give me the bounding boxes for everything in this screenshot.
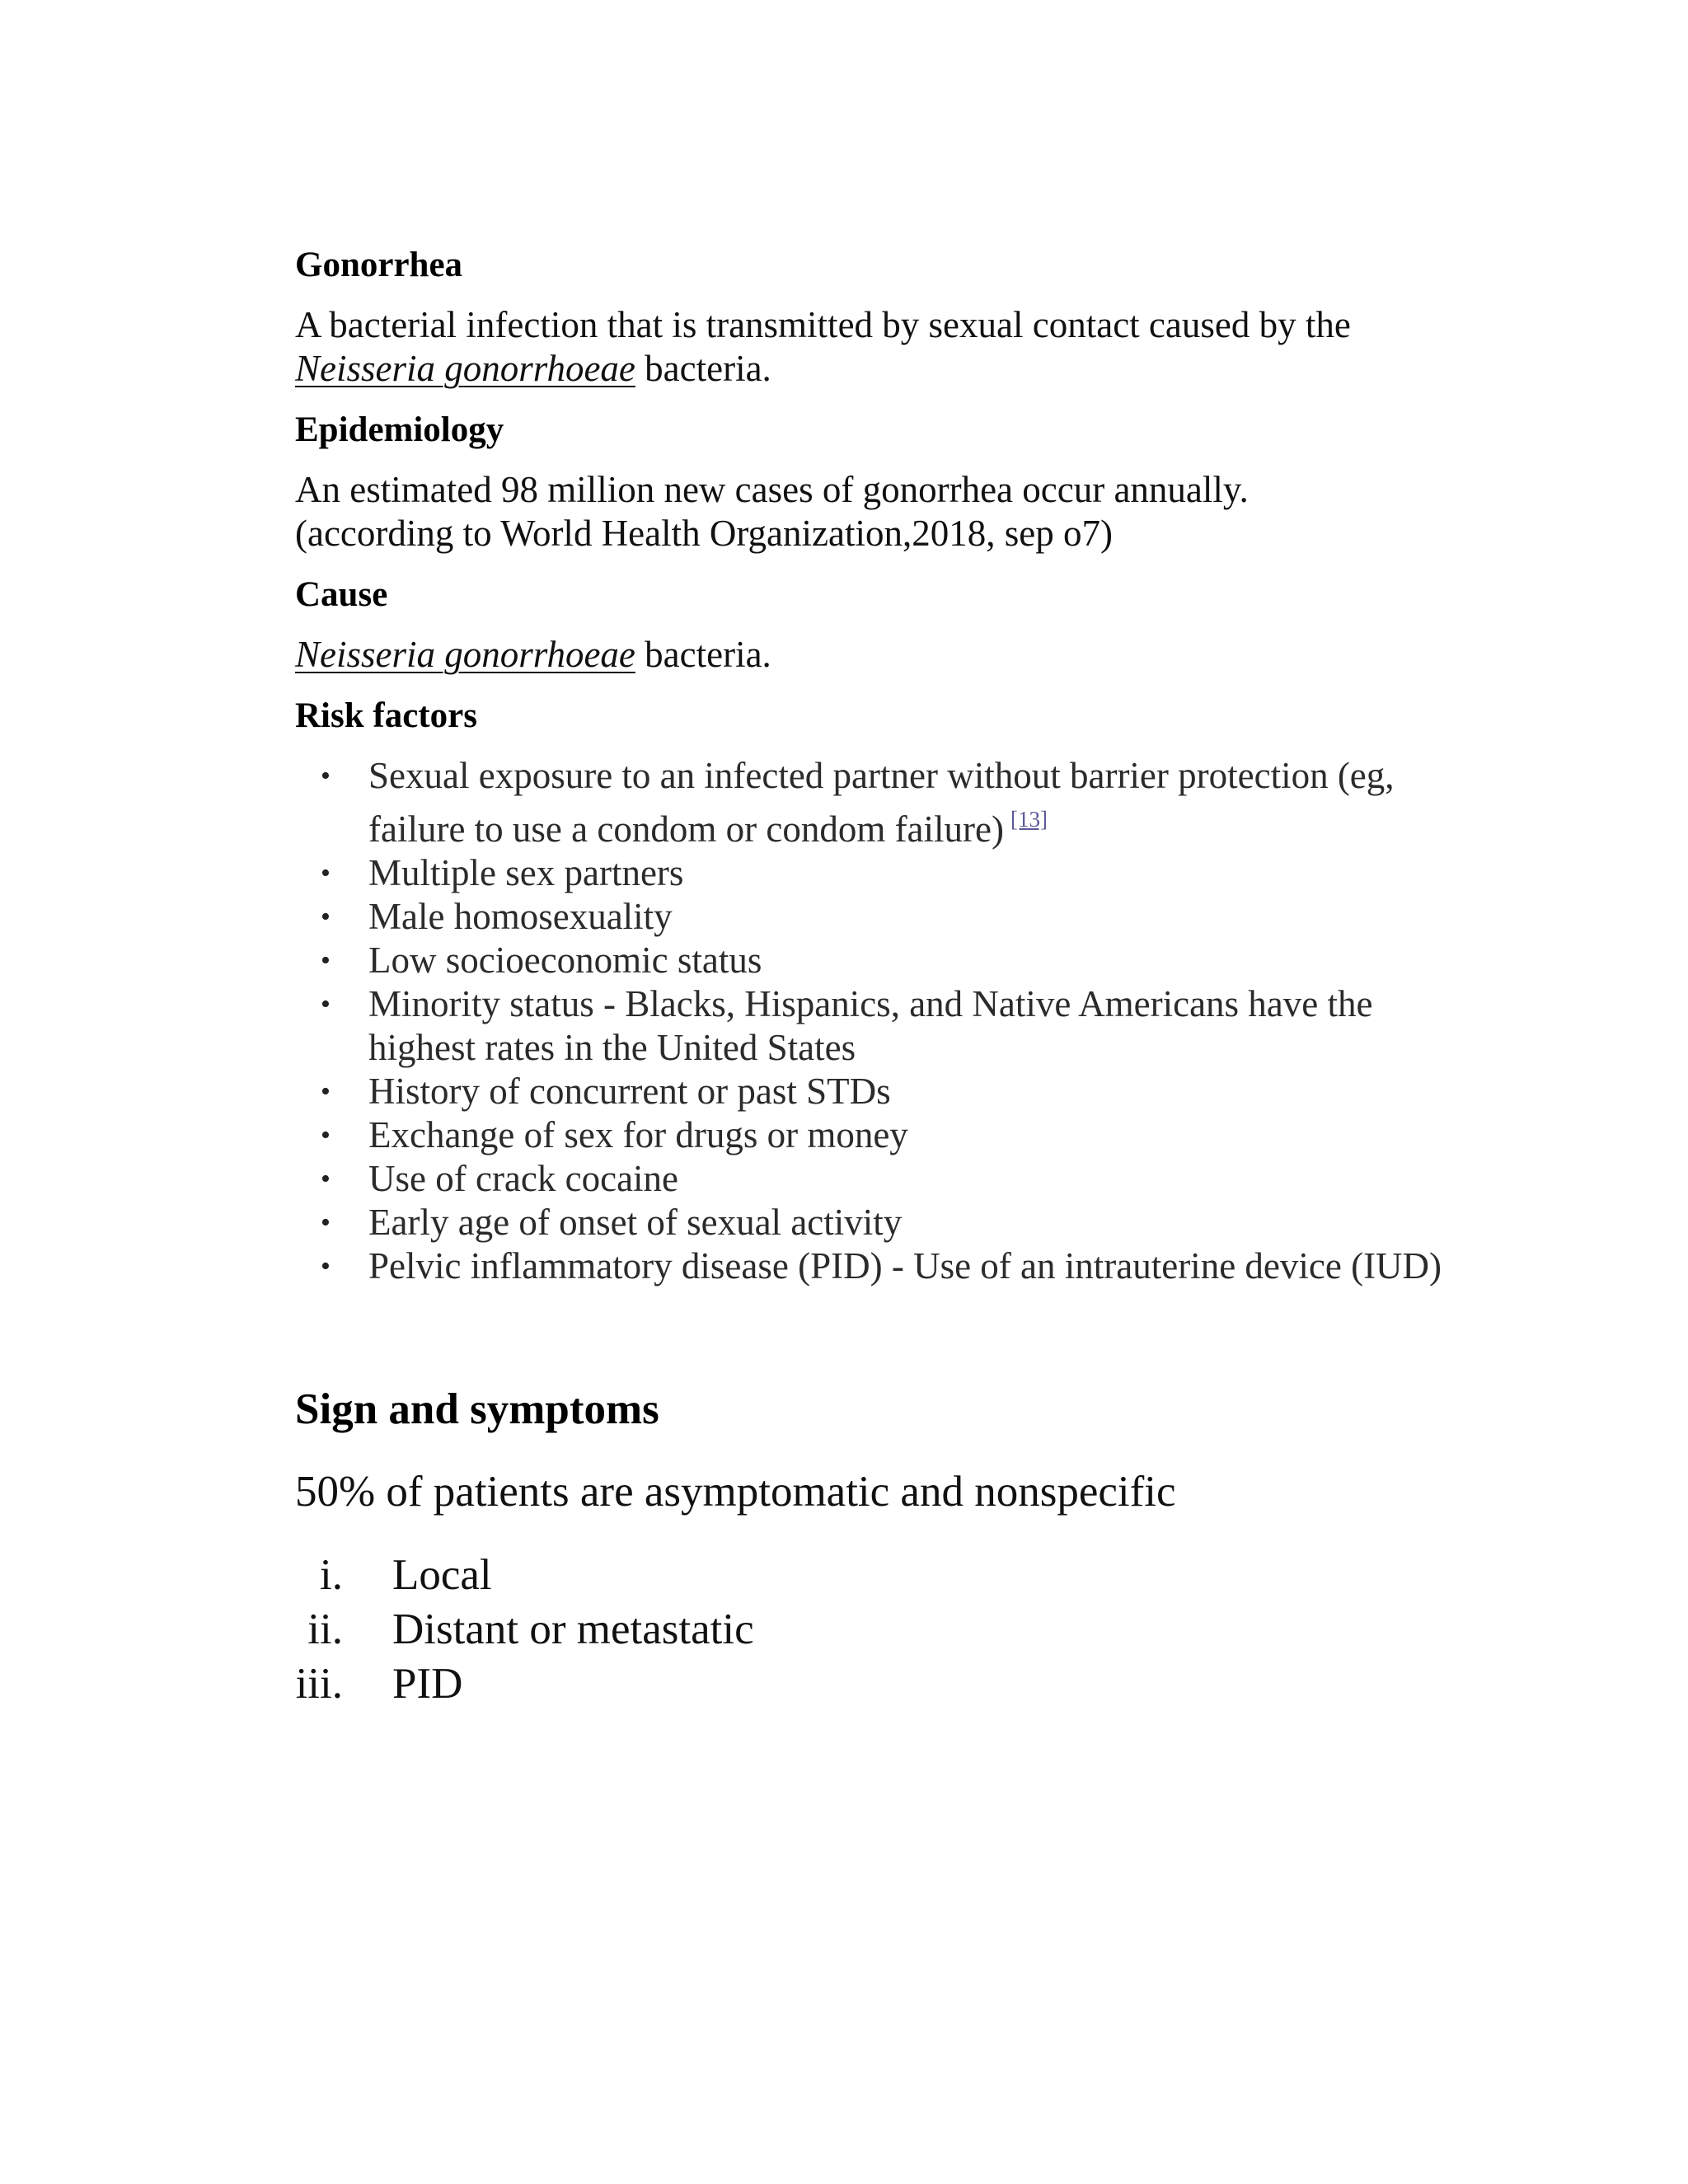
sign-item-label: PID: [392, 1660, 463, 1708]
section-heading-gonorrhea: Gonorrhea: [295, 246, 463, 284]
list-item: [295, 1244, 1449, 1288]
risk-factor-text: Early age of onset of sexual activity: [368, 1202, 903, 1243]
bullet-icon: •: [321, 858, 331, 888]
section-heading-signs: Sign and symptoms: [295, 1385, 659, 1433]
list-item: [295, 851, 1449, 895]
risk-factor-text: Minority status - Blacks, Hispanics, and Native Americans have the highest rates in the United States: [368, 983, 1373, 1068]
list-item: [295, 939, 1449, 982]
bullet-icon: •: [321, 1120, 331, 1151]
sign-item-label: Local: [392, 1551, 492, 1599]
risk-factor-text: Multiple sex partners: [368, 852, 684, 893]
list-number: i.: [320, 1551, 343, 1599]
citation-link[interactable]: [13]: [1010, 807, 1048, 832]
risk-factor-text: Sexual exposure to an infected partner without barrier protection (eg, failure to use a condom or condom failure): [368, 755, 1395, 850]
list-item: [295, 895, 1449, 939]
list-item: [295, 1548, 1449, 1602]
document-content: [295, 244, 1449, 1711]
risk-factor-text: Low socioeconomic status: [368, 940, 762, 981]
list-item: [295, 1201, 1449, 1244]
cause-species-name-link[interactable]: Neisseria gonorrhoeae: [295, 634, 635, 675]
epidemiology-line-1: An estimated 98 million new cases of gonorrhea occur annually.: [295, 469, 1249, 510]
bullet-icon: •: [321, 1164, 331, 1194]
bullet-icon: •: [321, 1076, 331, 1107]
cause-suffix: bacteria.: [635, 634, 771, 675]
section-heading-epidemiology: Epidemiology: [295, 410, 504, 449]
bullet-icon: •: [321, 945, 331, 976]
list-item: [295, 1657, 1449, 1711]
signs-list: [295, 1548, 1449, 1711]
bullet-icon: •: [321, 902, 331, 932]
section-heading-risk-factors: Risk factors: [295, 696, 477, 735]
list-number: ii.: [307, 1605, 343, 1653]
bullet-icon: •: [321, 761, 331, 791]
sign-item-label: Distant or metastatic: [392, 1605, 754, 1653]
epidemiology-text: [295, 468, 1449, 555]
epidemiology-line-2: (according to World Health Organization,2018, sep o7): [295, 513, 1113, 554]
cause-text: [295, 633, 1449, 677]
species-name-link[interactable]: Neisseria gonorrhoeae: [295, 348, 635, 389]
list-item: [295, 1157, 1449, 1201]
definition-suffix: bacteria.: [635, 348, 771, 389]
bullet-icon: •: [321, 1251, 331, 1282]
signs-summary: 50% of patients are asymptomatic and nonspecific: [295, 1468, 1176, 1516]
list-item: [295, 982, 1449, 1070]
risk-factor-text: History of concurrent or past STDs: [368, 1071, 891, 1112]
risk-factor-text: Male homosexuality: [368, 896, 673, 937]
list-item: [295, 1070, 1449, 1113]
bullet-icon: •: [321, 1207, 331, 1238]
bullet-icon: •: [321, 989, 331, 1019]
definition-text: A bacterial infection that is transmitted by sexual contact caused by the: [295, 304, 1351, 345]
list-item: [295, 1602, 1449, 1657]
gonorrhea-definition: [295, 303, 1449, 391]
list-item: [295, 1113, 1449, 1157]
risk-factor-text: Exchange of sex for drugs or money: [368, 1114, 908, 1155]
risk-factor-text: Use of crack cocaine: [368, 1158, 679, 1199]
section-heading-cause: Cause: [295, 575, 388, 614]
list-item: [295, 754, 1449, 851]
risk-factor-text: Pelvic inflammatory disease (PID) - Use of an intrauterine device (IUD): [368, 1245, 1442, 1286]
risk-factors-list: [295, 754, 1449, 1288]
list-number: iii.: [295, 1660, 343, 1708]
